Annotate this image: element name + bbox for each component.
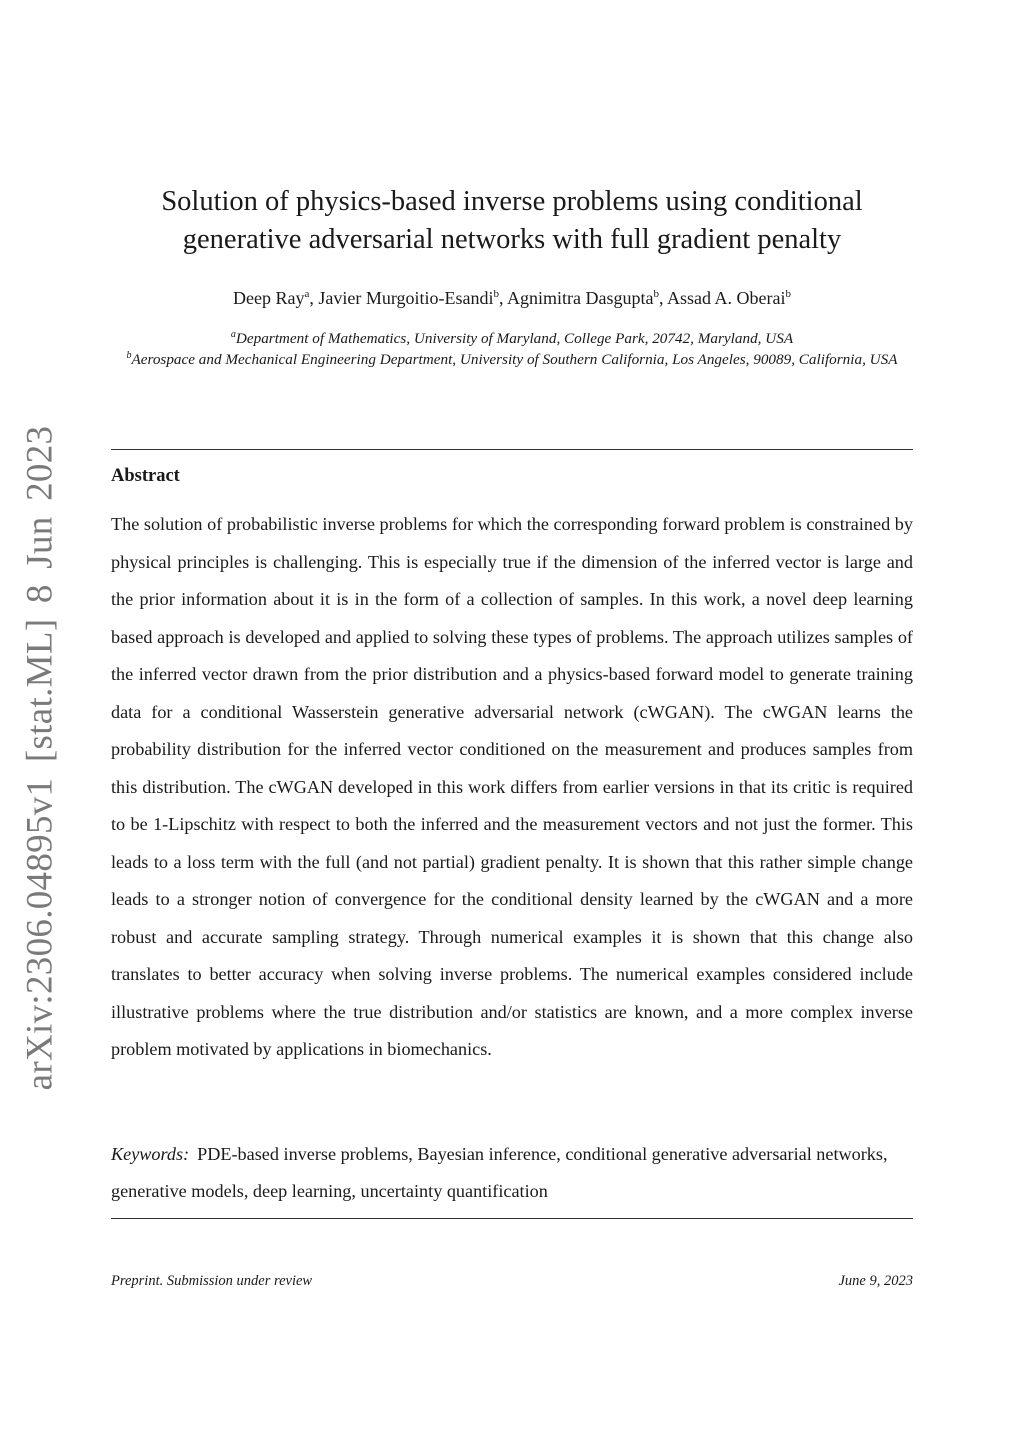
keywords	[111, 1136, 913, 1210]
keywords-label: Keywords:	[111, 1144, 190, 1164]
author-affiliation-mark: b	[493, 288, 499, 300]
title-line-1: Solution of physics-based inverse problems using conditional	[161, 186, 863, 217]
affiliation-text: Department of Mathematics, University of Maryland, College Park, 20742, Maryland, USA	[235, 330, 794, 347]
top-divider	[111, 449, 913, 450]
affiliation-mark: b	[126, 350, 132, 361]
title-line-2: generative adversarial networks with full gradient penalty	[182, 224, 842, 255]
keywords-text: PDE-based inverse problems, Bayesian inference, conditional generative adversarial networks, generative models, deep learning, uncertainty quantification	[111, 1144, 888, 1201]
author-affiliation-mark: a	[304, 288, 310, 300]
author-affiliation-mark: b	[653, 288, 659, 300]
abstract-body: The solution of probabilistic inverse problems for which the corresponding forward problem is constrained by physical principles is challenging. This is especially true if the dimension of the inferred vector is large and the prior information about it is in the form of a collection of samples. In this work, a novel deep learning based approach is developed and applied to solving these types of problems. The approach utilizes samples of the inferred vector drawn from the prior distribution and a physics-based forward model to generate training data for a conditional Wasserstein generative adversarial network (cWGAN). The cWGAN learns the probability distribution for the inferred vector conditioned on the measurement and produces samples from this distribution. The cWGAN developed in this work differs from earlier versions in that its critic is required to be 1-Lipschitz with respect to both the inferred and the measurement vectors and not just the former. This leads to a loss term with the full (and not partial) gradient penalty. It is shown that this rather simple change leads to a stronger notion of convergence for the conditional density learned by the cWGAN and a more robust and accurate sampling strategy. Through numerical examples it is shown that this change also translates to better accuracy when solving inverse problems. The numerical examples considered include illustrative problems where the true distribution and/or statistics are known, and a more complex inverse problem motivated by applications in biomechanics.	[111, 514, 913, 1059]
affiliation-a	[112, 328, 912, 349]
author-name: Deep Ray	[232, 288, 305, 308]
affiliation-mark: a	[230, 329, 236, 340]
author-list	[112, 286, 912, 310]
bottom-divider	[111, 1218, 913, 1219]
affiliation-text: Aerospace and Mechanical Engineering Department, University of Southern California, Los Angeles, 90089, California, USA	[131, 351, 898, 368]
author-name: Agnimitra Dasgupta	[507, 288, 654, 308]
affiliation-b	[112, 349, 912, 370]
author-affiliation-mark: b	[785, 288, 791, 300]
author-separator: ,	[499, 288, 508, 308]
footer-date: June 9, 2023	[838, 1273, 913, 1289]
affiliation-list	[112, 328, 912, 370]
footer-preprint-note: Preprint. Submission under review	[111, 1273, 313, 1289]
author-name: Javier Murgoitio-Esandi	[318, 288, 494, 308]
author-name: Assad A. Oberai	[667, 288, 786, 308]
paper-title	[112, 183, 912, 259]
author-separator: ,	[659, 288, 668, 308]
abstract-heading: Abstract	[111, 466, 180, 486]
arxiv-side-stamp: arXiv:2306.04895v1 [stat.ML] 8 Jun 2023	[19, 425, 61, 1091]
author-separator: ,	[309, 288, 319, 308]
